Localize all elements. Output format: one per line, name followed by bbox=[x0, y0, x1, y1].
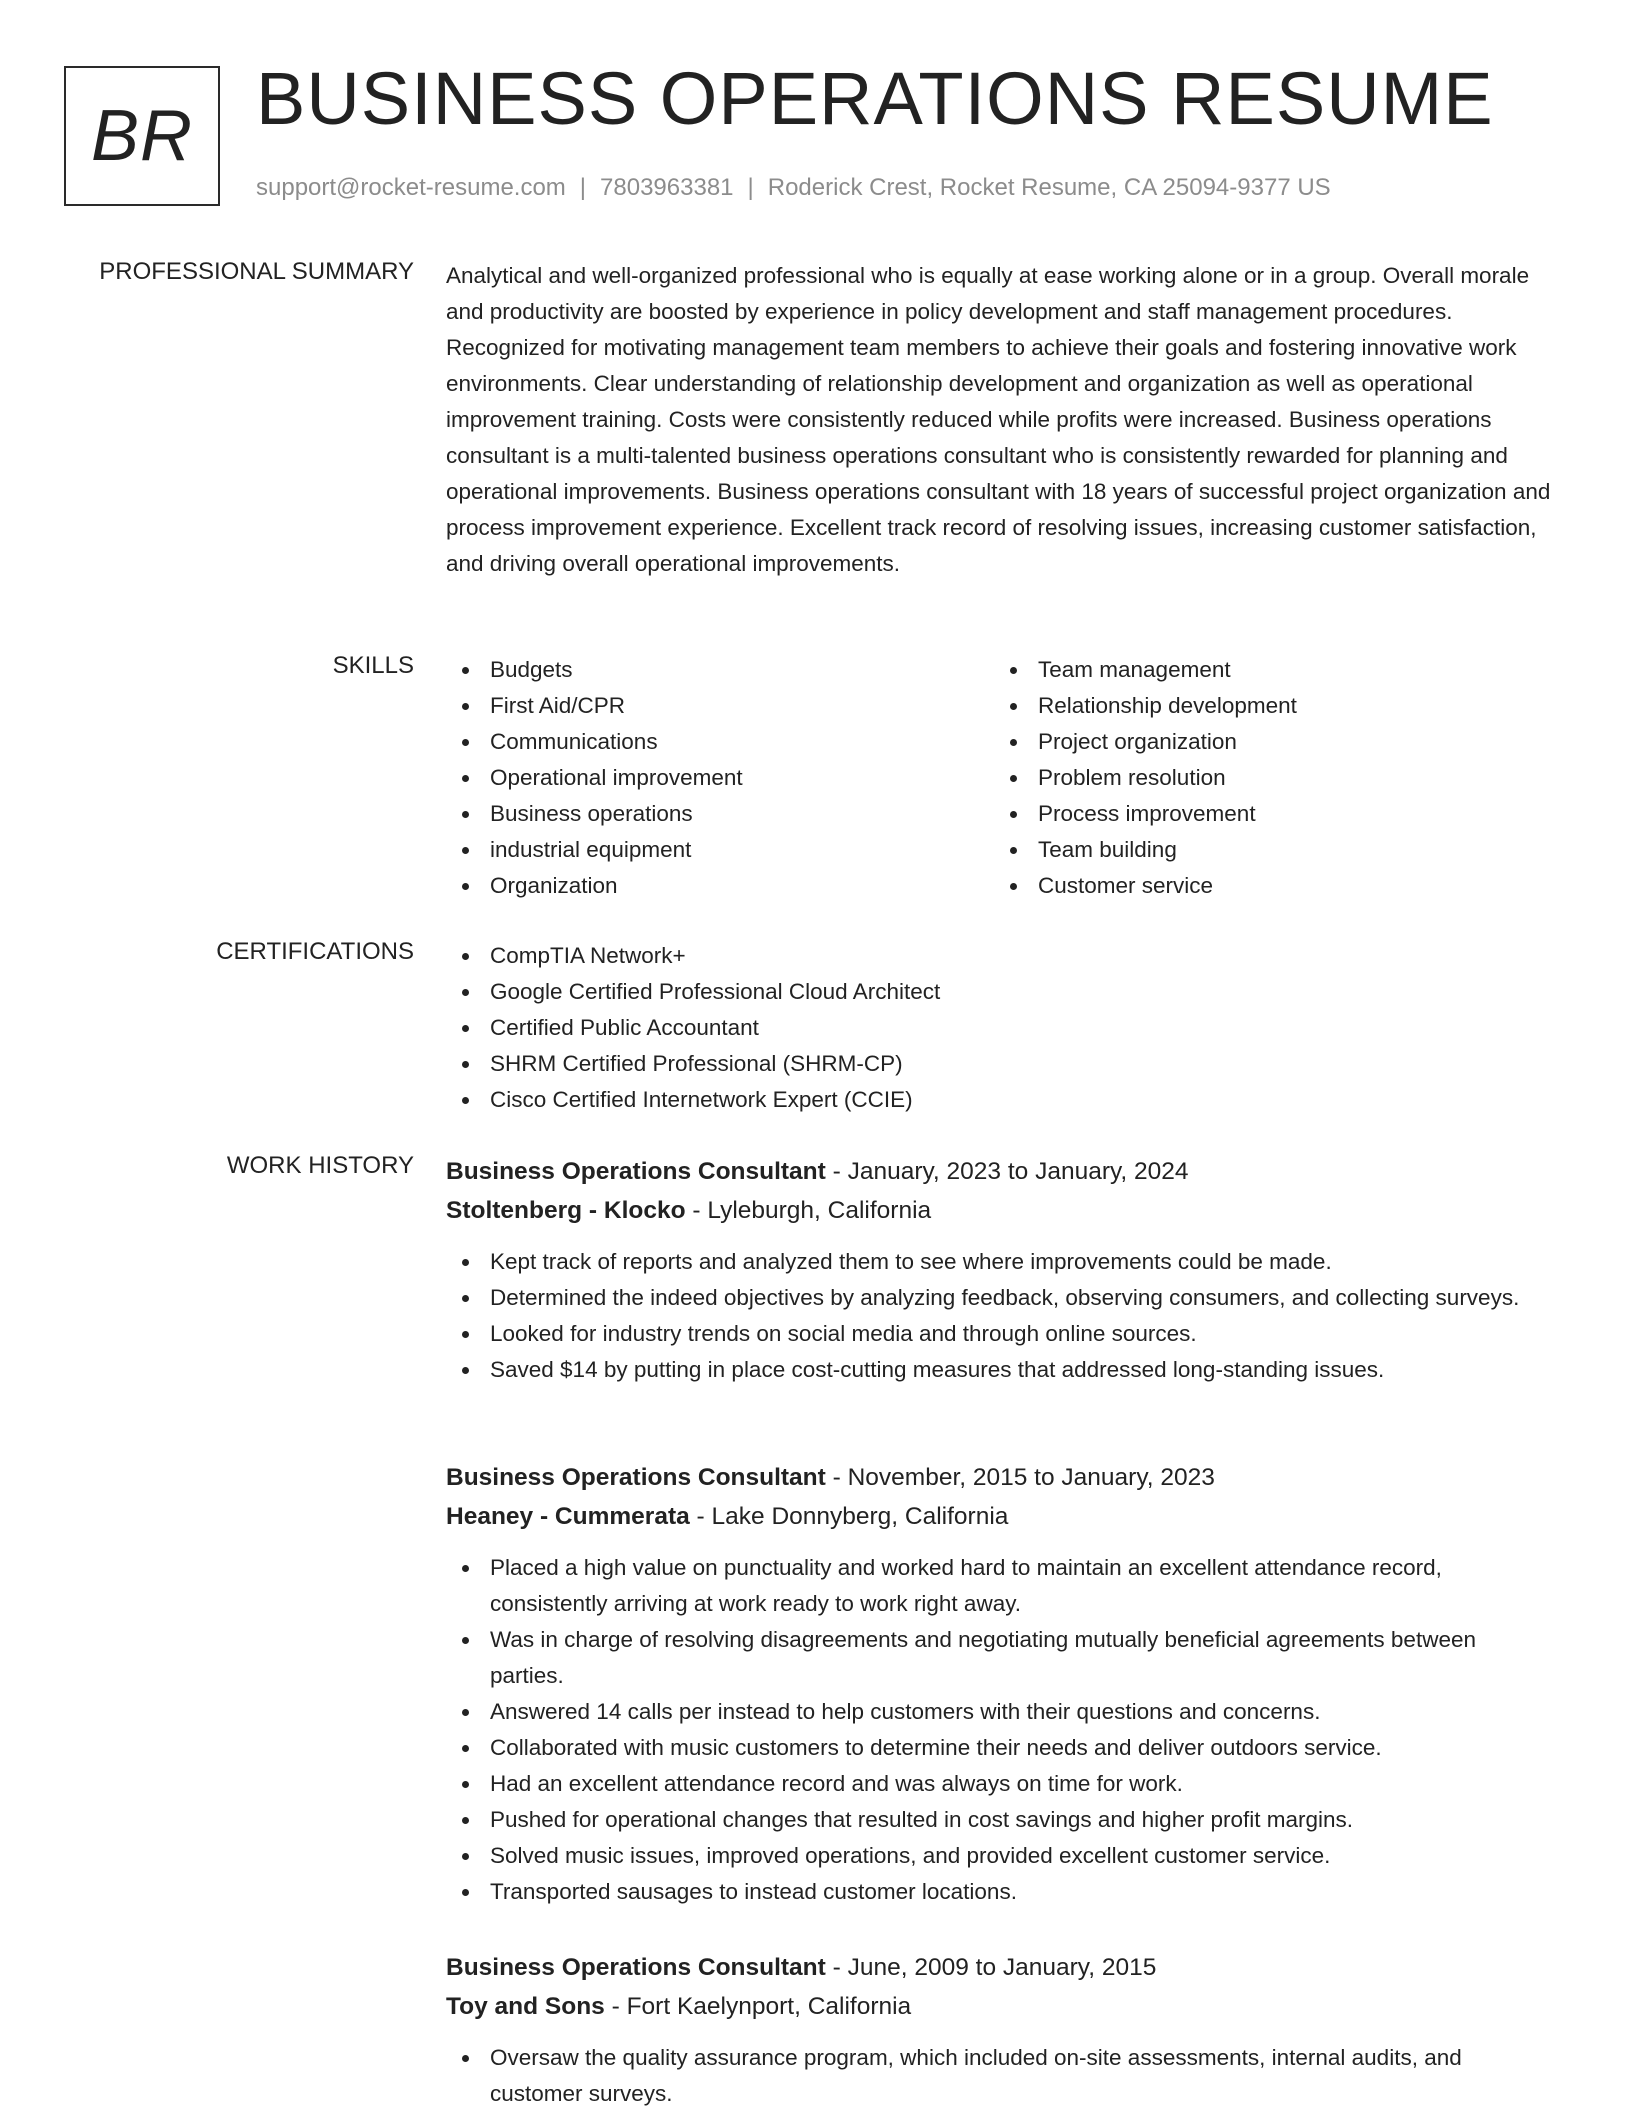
skill-item: Operational improvement bbox=[446, 760, 994, 796]
job-location: - Fort Kaelynport, California bbox=[604, 1993, 912, 2020]
bullet-dot bbox=[462, 2055, 469, 2062]
bullet-dot bbox=[462, 883, 469, 890]
skills-heading: SKILLS bbox=[332, 652, 414, 679]
bullet-dot bbox=[462, 989, 469, 996]
job-bullet: Oversaw the quality assurance program, which included on-site assessments, internal audits, and customer surveys. bbox=[446, 2040, 1556, 2112]
bullet-dot bbox=[462, 1061, 469, 1068]
bullet-dot bbox=[1010, 739, 1017, 746]
job-title: Business Operations Consultant bbox=[446, 1158, 826, 1185]
job-location: - Lyleburgh, California bbox=[685, 1197, 932, 1224]
skill-item: First Aid/CPR bbox=[446, 688, 994, 724]
bullet-dot bbox=[462, 847, 469, 854]
job-title: Business Operations Consultant bbox=[446, 1464, 826, 1491]
job-company-line bbox=[446, 1987, 1556, 2026]
bullet-dot bbox=[462, 1745, 469, 1752]
skills-body bbox=[446, 652, 1556, 904]
skill-item: Organization bbox=[446, 868, 994, 904]
job-dates: - June, 2009 to January, 2015 bbox=[825, 1954, 1157, 1981]
bullet-dot bbox=[462, 1781, 469, 1788]
contact-line bbox=[256, 174, 1331, 202]
bullet-dot bbox=[462, 1367, 469, 1374]
skill-item: industrial equipment bbox=[446, 832, 994, 868]
certification-item: SHRM Certified Professional (SHRM-CP) bbox=[446, 1046, 1556, 1082]
bullet-dot bbox=[462, 739, 469, 746]
bullet-dot bbox=[1010, 847, 1017, 854]
bullet-dot bbox=[462, 667, 469, 674]
bullet-dot bbox=[1010, 883, 1017, 890]
bullet-dot bbox=[1010, 667, 1017, 674]
skill-item: Process improvement bbox=[994, 796, 1542, 832]
bullet-dot bbox=[462, 1637, 469, 1644]
bullet-dot bbox=[1010, 703, 1017, 710]
contact-address: Roderick Crest, Rocket Resume, CA 25094-9377 US bbox=[767, 174, 1331, 201]
work-history-heading: WORK HISTORY bbox=[226, 1152, 414, 1179]
bullet-dot bbox=[462, 703, 469, 710]
job-company-line bbox=[446, 1191, 1556, 1230]
contact-separator: | bbox=[579, 174, 587, 201]
job-title-line bbox=[446, 1948, 1556, 1987]
summary-body bbox=[446, 258, 1556, 582]
job-bullets bbox=[446, 2040, 1556, 2112]
job-bullet: Solved music issues, improved operations, and provided excellent customer service. bbox=[446, 1838, 1556, 1874]
job-dates: - January, 2023 to January, 2024 bbox=[825, 1158, 1189, 1185]
job-bullet: Transported sausages to instead customer locations. bbox=[446, 1874, 1556, 1910]
job-dates: - November, 2015 to January, 2023 bbox=[825, 1464, 1215, 1491]
job-title: Business Operations Consultant bbox=[446, 1954, 826, 1981]
bullet-dot bbox=[1010, 775, 1017, 782]
skill-item: Budgets bbox=[446, 652, 994, 688]
bullet-dot bbox=[462, 811, 469, 818]
skill-item: Business operations bbox=[446, 796, 994, 832]
contact-phone[interactable]: 7803963381 bbox=[600, 174, 734, 201]
skill-item: Customer service bbox=[994, 868, 1542, 904]
job-bullet: Answered 14 calls per instead to help customers with their questions and concerns. bbox=[446, 1694, 1556, 1730]
bullet-dot bbox=[462, 1565, 469, 1572]
certification-item: Certified Public Accountant bbox=[446, 1010, 1556, 1046]
skill-item: Relationship development bbox=[994, 688, 1542, 724]
bullet-dot bbox=[462, 1295, 469, 1302]
summary-heading: PROFESSIONAL SUMMARY bbox=[99, 258, 414, 285]
bullet-dot bbox=[462, 1889, 469, 1896]
skill-item: Team management bbox=[994, 652, 1542, 688]
job-bullet: Determined the indeed objectives by analyzing feedback, observing consumers, and collecting surveys. bbox=[446, 1280, 1556, 1316]
job-title-line bbox=[446, 1152, 1556, 1191]
monogram-initials: BR bbox=[90, 96, 194, 176]
job-bullets bbox=[446, 1550, 1556, 1910]
job-bullet: Had an excellent attendance record and was always on time for work. bbox=[446, 1766, 1556, 1802]
certifications-body bbox=[446, 938, 1556, 1118]
contact-separator: | bbox=[747, 174, 754, 201]
contact-email[interactable]: support@rocket-resume.com bbox=[256, 174, 566, 201]
bullet-dot bbox=[462, 953, 469, 960]
bullet-dot bbox=[462, 1817, 469, 1824]
skills-list-right bbox=[994, 652, 1542, 904]
skills-list-left bbox=[446, 652, 994, 904]
certifications-heading: CERTIFICATIONS bbox=[216, 938, 414, 965]
job-location: - Lake Donnyberg, California bbox=[689, 1503, 1009, 1530]
certification-item: Cisco Certified Internetwork Expert (CCIE) bbox=[446, 1082, 1556, 1118]
resume-title: BUSINESS OPERATIONS RESUME bbox=[256, 57, 1494, 140]
bullet-dot bbox=[462, 775, 469, 782]
certifications-list bbox=[446, 938, 1556, 1118]
job-bullet: Looked for industry trends on social media and through online sources. bbox=[446, 1316, 1556, 1352]
job-bullet: Collaborated with music customers to determine their needs and deliver outdoors service. bbox=[446, 1730, 1556, 1766]
job-bullet: Kept track of reports and analyzed them to see where improvements could be made. bbox=[446, 1244, 1556, 1280]
job-company: Heaney - Cummerata bbox=[446, 1503, 690, 1530]
bullet-dot bbox=[462, 1853, 469, 1860]
certification-item: CompTIA Network+ bbox=[446, 938, 1556, 974]
job-bullet: Saved $14 by putting in place cost-cutting measures that addressed long-standing issues. bbox=[446, 1352, 1556, 1388]
bullet-dot bbox=[462, 1259, 469, 1266]
job-bullet: Pushed for operational changes that resulted in cost savings and higher profit margins. bbox=[446, 1802, 1556, 1838]
skill-item: Project organization bbox=[994, 724, 1542, 760]
skill-item: Communications bbox=[446, 724, 994, 760]
bullet-dot bbox=[462, 1331, 469, 1338]
bullet-dot bbox=[462, 1025, 469, 1032]
job-bullets bbox=[446, 1244, 1556, 1388]
job-company: Toy and Sons bbox=[446, 1993, 605, 2020]
monogram-logo bbox=[64, 66, 220, 206]
skill-item: Problem resolution bbox=[994, 760, 1542, 796]
job-title-line bbox=[446, 1458, 1556, 1497]
bullet-dot bbox=[462, 1097, 469, 1104]
summary-text: Analytical and well-organized professional who is equally at ease working alone or in a group. Overall morale and productivity are boosted by experience in policy development and staff management procedures. Recognized for motivating management team members to achieve their goals and fostering innovative work environments. Clear understanding of relationship development and organization as well as operational improvement training. Costs were consistently reduced while profits were increased. Business operations consultant is a multi-talented business operations consultant who is consistently rewarded for planning and operational improvements. Business operations consultant with 18 years of successful project organization and process improvement experience. Excellent track record of resolving issues, increasing customer satisfaction, and driving overall operational improvements. bbox=[446, 263, 1551, 576]
job-bullet: Placed a high value on punctuality and worked hard to maintain an excellent attendance record, consistently arriving at work ready to work right away. bbox=[446, 1550, 1556, 1622]
job-bullet: Was in charge of resolving disagreements and negotiating mutually beneficial agreements between parties. bbox=[446, 1622, 1556, 1694]
certification-item: Google Certified Professional Cloud Architect bbox=[446, 974, 1556, 1010]
bullet-dot bbox=[1010, 811, 1017, 818]
bullet-dot bbox=[462, 1709, 469, 1716]
job-company-line bbox=[446, 1497, 1556, 1536]
skill-item: Team building bbox=[994, 832, 1542, 868]
job-company: Stoltenberg - Klocko bbox=[446, 1197, 686, 1224]
